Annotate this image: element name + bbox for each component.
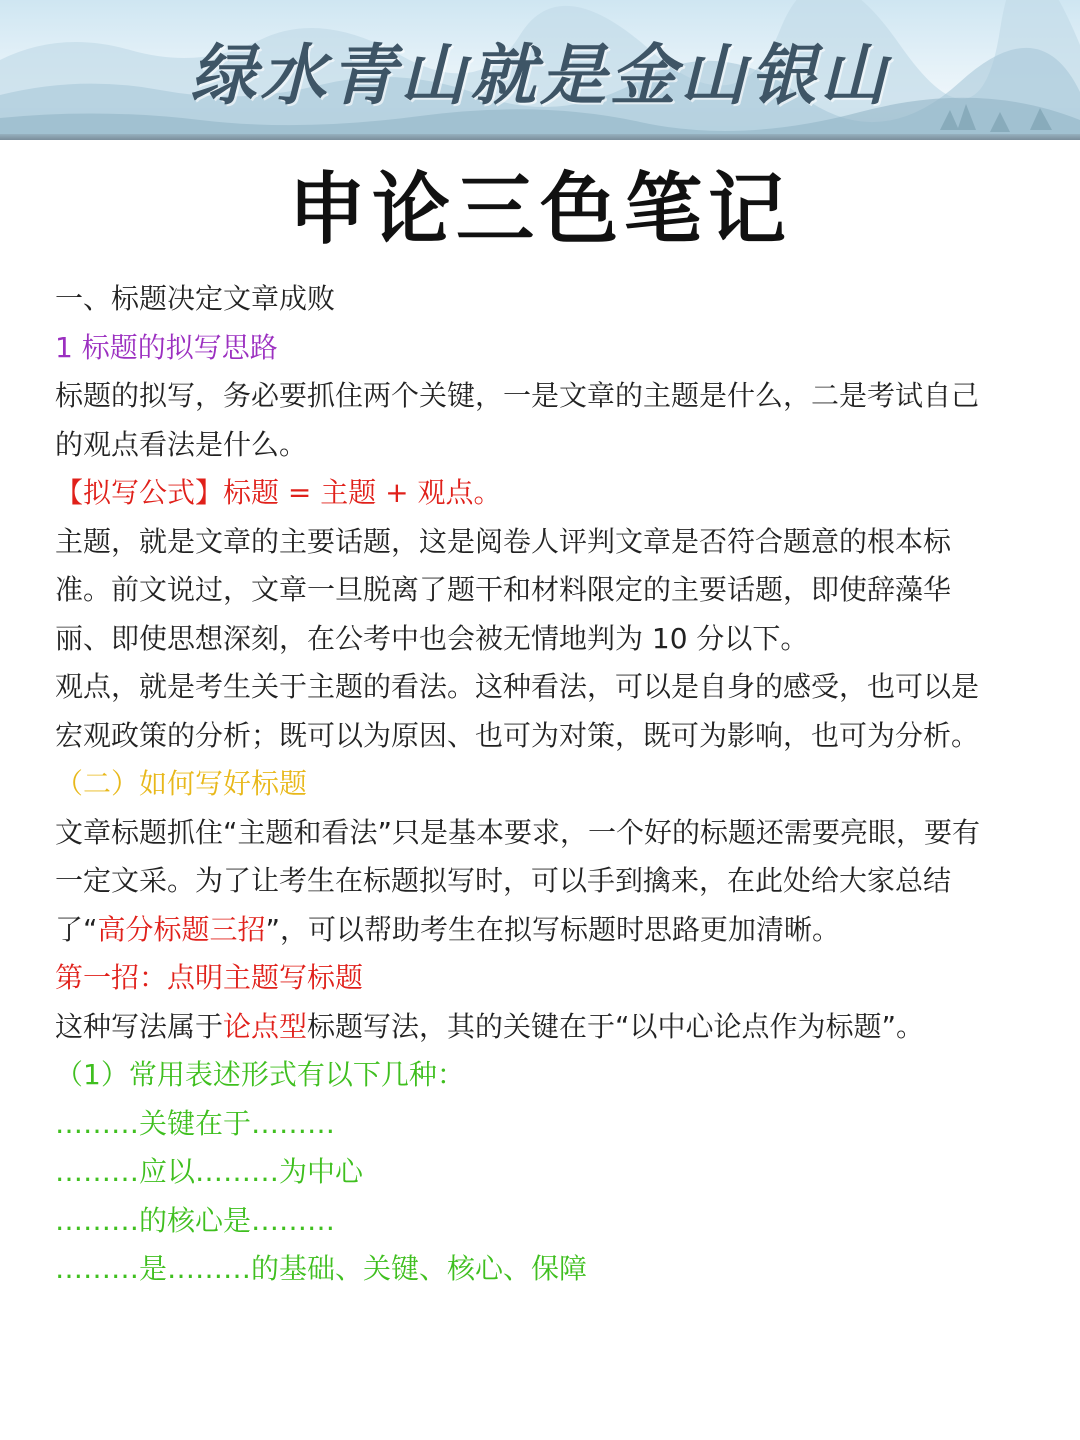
section-heading: 一、标题决定文章成败 <box>55 282 336 315</box>
document-body <box>55 275 1005 1294</box>
form-item: ………是………的基础、关键、核心、保障 <box>55 1252 588 1285</box>
paragraph: 观点，就是考生关于主题的看法。这种看法，可以是自身的感受，也可以是宏观政策的分析；既可以为原因、也可为对策，既可为影响，也可为分析。 <box>55 670 980 752</box>
highlight-text: 论点型 <box>223 1009 308 1043</box>
form-item: ………的核心是……… <box>55 1203 336 1237</box>
move-heading: 第一招：点明主题写标题 <box>55 961 364 994</box>
paragraph-text: 这种写法属于 <box>55 1009 224 1043</box>
paragraph <box>55 1003 1005 1052</box>
highlight-text: 高分标题三招 <box>97 912 266 946</box>
paragraph: 主题，就是文章的主要话题，这是阅卷人评判文章是否符合题意的根本标准。前文说过，文章一旦脱离了题干和材料限定的主要话题，即使辞藻华丽、即使思想深刻，在公考中也会被无情地判为 10 分以下。 <box>55 524 952 655</box>
forms-heading: （1）常用表述形式有以下几种： <box>55 1058 465 1091</box>
header-banner <box>0 0 1080 140</box>
paragraph <box>55 809 1005 955</box>
paragraph-text: 文章标题抓住“主题和看法”只是基本要求，一个好的标题还需要亮眼，要有一定文采。为了让考生在标题拟写时，可以手到擒来，在此处给大家总结了“ <box>55 815 981 946</box>
paragraph-text: 标题写法，其的关键在于“以中心论点作为标题”。 <box>307 1009 925 1043</box>
subsection-heading: （二）如何写好标题 <box>55 767 308 800</box>
paragraph: 标题的拟写，务必要抓住两个关键，一是文章的主题是什么，二是考试自己的观点看法是什么。 <box>55 379 980 461</box>
paragraph-text: ”，可以帮助考生在拟写标题时思路更加清晰。 <box>265 912 841 946</box>
formula-line: 【拟写公式】标题 = 主题 + 观点。 <box>55 476 502 509</box>
banner-divider <box>0 134 1080 140</box>
page-title: 申论三色笔记 <box>287 165 792 255</box>
form-item: ………关键在于……… <box>55 1106 336 1140</box>
subsection-heading: 1 标题的拟写思路 <box>55 330 278 364</box>
banner-slogan: 绿水青山就是金山银山 <box>190 36 890 114</box>
form-item: ………应以………为中心 <box>55 1155 364 1188</box>
